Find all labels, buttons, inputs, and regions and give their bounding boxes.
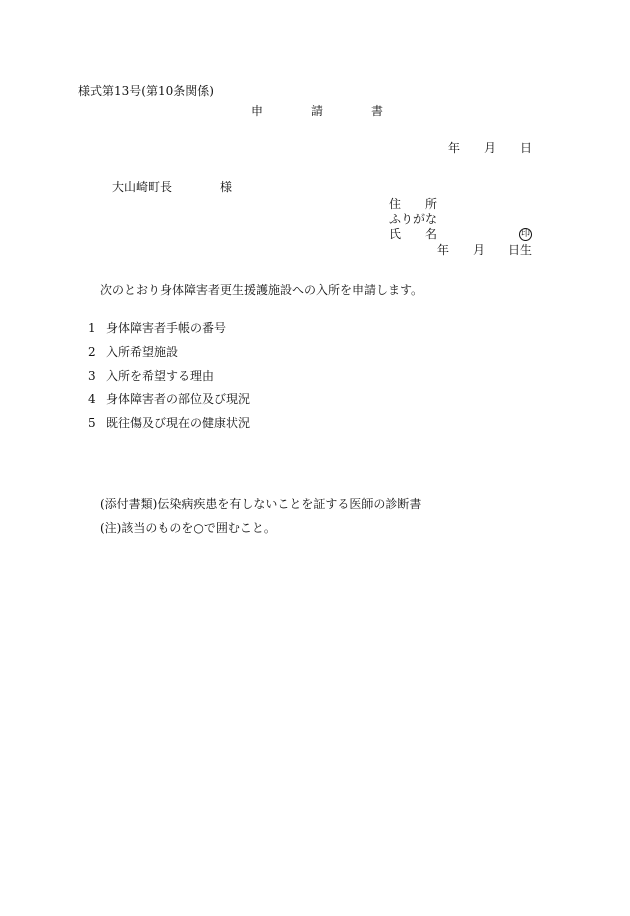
list-item	[88, 392, 250, 406]
item-label: 身体障害者手帳の番号	[106, 321, 227, 335]
birth-day-label: 日生	[508, 243, 533, 257]
item-number: 2	[88, 345, 96, 359]
addressee-name: 大山崎町長	[112, 180, 173, 194]
date-day-label: 日	[520, 141, 533, 155]
item-label: 入所希望施設	[106, 345, 179, 359]
title-char-2: 請	[311, 104, 324, 118]
addressee-honorific: 様	[220, 180, 233, 194]
title-char-1: 申	[251, 104, 264, 118]
item-number: 5	[88, 416, 96, 430]
item-label: 身体障害者の部位及び現況	[106, 392, 251, 406]
title-char-3: 書	[371, 104, 384, 118]
address-label-char-2: 所	[425, 197, 438, 211]
date-month-label: 月	[484, 141, 497, 155]
date-year-label: 年	[448, 141, 461, 155]
list-item	[88, 369, 214, 383]
form-number: 様式第13号(第10条関係)	[78, 84, 214, 98]
item-label: 入所を希望する理由	[106, 369, 215, 383]
furigana-label: ふりがな	[389, 212, 438, 226]
item-label: 既往傷及び現在の健康状況	[106, 416, 251, 430]
intro-text: 次のとおり身体障害者更生援護施設への入所を申請します。	[100, 283, 424, 297]
item-number: 3	[88, 369, 96, 383]
item-number: 1	[88, 321, 96, 335]
list-item	[88, 321, 226, 335]
list-item	[88, 345, 178, 359]
address-label-char-1: 住	[389, 197, 402, 211]
birth-year-label: 年	[437, 243, 450, 257]
list-item	[88, 416, 250, 430]
item-number: 4	[88, 392, 96, 406]
birth-month-label: 月	[473, 243, 486, 257]
seal-mark: 印	[520, 229, 530, 239]
footnote: (注)該当のものを○で囲むこと。	[100, 521, 276, 535]
name-label-char-2: 名	[425, 227, 438, 241]
name-label-char-1: 氏	[389, 227, 402, 241]
attachment-note: (添付書類)伝染病疾患を有しないことを証する医師の診断書	[100, 497, 422, 511]
